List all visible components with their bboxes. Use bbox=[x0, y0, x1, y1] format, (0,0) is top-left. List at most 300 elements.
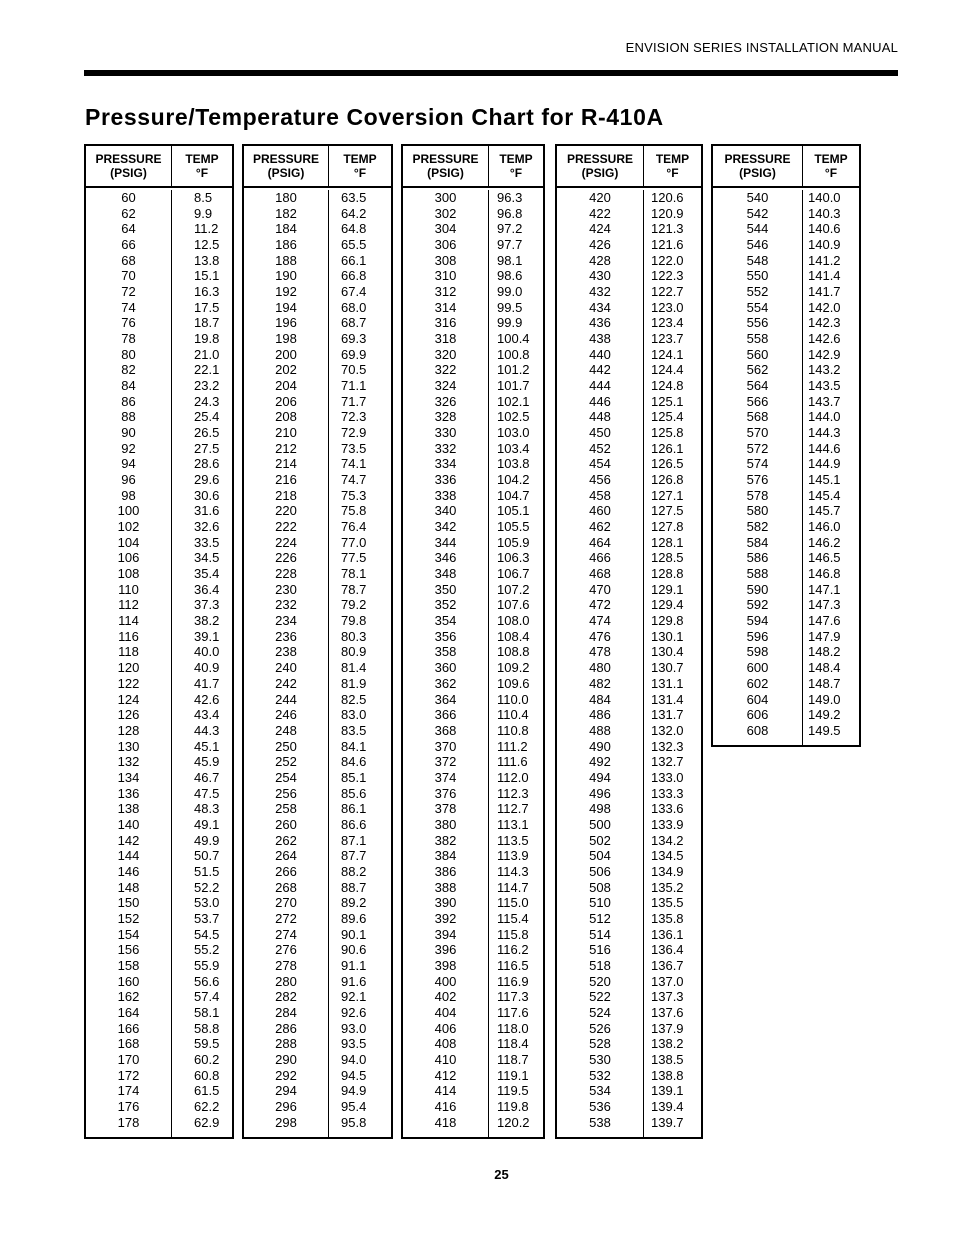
pressure-cell: 114 bbox=[118, 613, 139, 629]
pressure-cell: 472 bbox=[589, 597, 611, 613]
temp-cell: 139.1 bbox=[651, 1083, 684, 1099]
pressure-cell: 556 bbox=[746, 315, 769, 331]
pressure-cell: 138 bbox=[117, 801, 140, 817]
temp-cell: 73.5 bbox=[341, 440, 367, 456]
temp-cell: 147.9 bbox=[808, 628, 841, 644]
temp-cell: 111.2 bbox=[497, 738, 528, 754]
temp-cell: 27.5 bbox=[194, 440, 220, 456]
pressure-cell: 462 bbox=[589, 519, 611, 535]
pressure-cell: 524 bbox=[589, 1004, 611, 1020]
temp-cell: 89.6 bbox=[341, 910, 367, 926]
pressure-cell: 498 bbox=[589, 801, 611, 817]
temp-cell: 120.6 bbox=[651, 190, 684, 205]
temp-cell: 141.4 bbox=[808, 268, 841, 284]
pressure-cell: 408 bbox=[434, 1036, 457, 1052]
pressure-cell: 230 bbox=[275, 581, 297, 597]
temp-cell: 78.7 bbox=[341, 581, 367, 597]
temp-cell: 149.5 bbox=[808, 722, 841, 738]
pressure-cell: 356 bbox=[434, 628, 457, 644]
pressure-cell: 268 bbox=[275, 879, 297, 895]
pressure-cell: 530 bbox=[589, 1051, 611, 1067]
temp-cell: 110.0 bbox=[497, 691, 529, 707]
temp-cell: 130.1 bbox=[651, 628, 684, 644]
pressure-cell: 328 bbox=[434, 409, 457, 425]
pressure-cell: 522 bbox=[589, 989, 611, 1005]
temp-cell: 149.0 bbox=[808, 691, 841, 707]
pressure-cell: 480 bbox=[589, 660, 611, 676]
pressure-cell: 92 bbox=[121, 440, 136, 456]
pressure-cell: 468 bbox=[589, 566, 611, 582]
pressure-cell: 404 bbox=[434, 1004, 457, 1020]
pressure-cell: 410 bbox=[434, 1051, 457, 1067]
table-header bbox=[557, 146, 701, 188]
pressure-cell: 150 bbox=[117, 895, 140, 911]
pressure-cell: 442 bbox=[589, 362, 611, 378]
temp-cell: 100.4 bbox=[497, 331, 530, 347]
temp-cell: 91.6 bbox=[341, 973, 367, 989]
temp-cell: 149.2 bbox=[808, 707, 841, 723]
temp-cell: 54.5 bbox=[194, 926, 220, 942]
pressure-cell: 110 bbox=[118, 581, 139, 597]
temp-cell: 60.2 bbox=[194, 1051, 220, 1067]
temp-cell: 142.9 bbox=[808, 346, 841, 362]
temp-cell: 42.6 bbox=[194, 691, 220, 707]
pressure-cell: 492 bbox=[589, 754, 611, 770]
pressure-cell: 160 bbox=[117, 973, 140, 989]
temp-cell: 115.4 bbox=[497, 910, 529, 926]
temp-cell: 145.1 bbox=[808, 472, 841, 488]
temp-cell: 126.1 bbox=[651, 440, 684, 456]
temp-cell: 124.4 bbox=[651, 362, 684, 378]
temp-cell: 22.1 bbox=[194, 362, 220, 378]
temp-cell: 118.4 bbox=[497, 1036, 529, 1052]
pressure-cell: 250 bbox=[275, 738, 297, 754]
temp-cell: 33.5 bbox=[194, 534, 220, 550]
pressure-cell: 496 bbox=[589, 785, 611, 801]
temp-cell: 104.7 bbox=[497, 487, 530, 503]
temp-cell: 115.8 bbox=[497, 926, 529, 942]
temp-cell: 145.4 bbox=[808, 487, 841, 503]
pressure-cell: 304 bbox=[434, 221, 457, 237]
pressure-cell: 330 bbox=[434, 425, 457, 441]
temp-cell: 148.7 bbox=[808, 675, 841, 691]
temp-cell: 143.2 bbox=[808, 362, 841, 378]
pressure-cell: 204 bbox=[275, 378, 297, 394]
pressure-cell: 258 bbox=[275, 801, 297, 817]
temp-cell: 92.1 bbox=[341, 989, 367, 1005]
table-header bbox=[86, 146, 232, 188]
pressure-cell: 72 bbox=[121, 284, 136, 300]
pressure-cell: 272 bbox=[275, 910, 297, 926]
pressure-cell: 596 bbox=[746, 628, 769, 644]
pressure-cell: 402 bbox=[434, 989, 457, 1005]
temp-cell: 127.8 bbox=[651, 519, 684, 535]
pressure-cell: 506 bbox=[589, 863, 611, 879]
pressure-cell: 554 bbox=[746, 299, 769, 315]
pressure-cell: 484 bbox=[589, 691, 611, 707]
temp-cell: 99.0 bbox=[497, 284, 523, 300]
temp-cell: 147.3 bbox=[808, 597, 841, 613]
pressure-cell: 368 bbox=[434, 722, 457, 738]
temp-cell: 90.1 bbox=[341, 926, 367, 942]
page-title: Pressure/Temperature Coversion Chart for R-410A bbox=[85, 104, 664, 130]
pressure-cell: 96 bbox=[121, 472, 136, 488]
pressure-cell: 294 bbox=[275, 1083, 297, 1099]
temp-cell: 134.9 bbox=[651, 863, 684, 879]
temp-cell: 101.7 bbox=[497, 378, 530, 394]
temp-cell: 144.9 bbox=[808, 456, 841, 472]
temp-cell: 135.2 bbox=[651, 879, 684, 895]
temp-cell: 98.6 bbox=[497, 268, 523, 284]
pressure-cell: 104 bbox=[117, 534, 140, 550]
pressure-cell: 464 bbox=[589, 534, 611, 550]
temp-cell: 96.8 bbox=[497, 205, 523, 221]
page-number: 25 bbox=[494, 1167, 509, 1182]
pressure-cell: 608 bbox=[746, 722, 769, 738]
temp-cell: 75.8 bbox=[341, 503, 367, 519]
pressure-cell: 156 bbox=[117, 942, 140, 958]
temp-cell: 137.6 bbox=[651, 1004, 684, 1020]
temp-cell: 93.5 bbox=[341, 1036, 367, 1052]
pressure-cell: 198 bbox=[275, 331, 297, 347]
pressure-cell: 212 bbox=[275, 440, 297, 456]
pressure-cell: 186 bbox=[275, 237, 297, 253]
temp-cell: 144.3 bbox=[808, 425, 841, 441]
pressure-cell: 600 bbox=[746, 660, 769, 676]
pressure-header: PRESSURE (PSIG) bbox=[557, 146, 644, 186]
pressure-cell: 168 bbox=[117, 1036, 140, 1052]
temp-cell: 78.1 bbox=[341, 566, 367, 582]
pressure-cell: 360 bbox=[434, 660, 457, 676]
temp-cell: 49.1 bbox=[194, 816, 220, 832]
pressure-cell: 342 bbox=[434, 519, 457, 535]
temp-cell: 16.3 bbox=[194, 284, 220, 300]
temp-cell: 140.9 bbox=[808, 237, 841, 253]
temp-cell: 97.7 bbox=[497, 237, 523, 253]
pressure-cell: 210 bbox=[275, 425, 297, 441]
pressure-cell: 196 bbox=[275, 315, 297, 331]
temp-cell: 143.5 bbox=[808, 378, 841, 394]
temp-cell: 119.8 bbox=[497, 1098, 529, 1114]
pressure-cell: 136 bbox=[117, 785, 140, 801]
pressure-cell: 80 bbox=[121, 346, 136, 362]
pressure-cell: 296 bbox=[275, 1098, 297, 1114]
temp-cell: 113.9 bbox=[497, 848, 529, 864]
pressure-cell: 520 bbox=[589, 973, 611, 989]
temp-cell: 38.2 bbox=[194, 613, 220, 629]
temp-cell: 148.2 bbox=[808, 644, 841, 660]
pressure-cell: 102 bbox=[117, 519, 140, 535]
temp-cell: 124.8 bbox=[651, 378, 684, 394]
temp-cell: 18.7 bbox=[194, 315, 220, 331]
temp-cell: 30.6 bbox=[194, 487, 220, 503]
pressure-cell: 214 bbox=[275, 456, 297, 472]
pressure-cell: 452 bbox=[589, 440, 611, 456]
pressure-cell: 532 bbox=[589, 1067, 611, 1083]
pressure-cell: 392 bbox=[434, 910, 457, 926]
temp-cell: 8.5 bbox=[194, 190, 213, 205]
table-body bbox=[713, 188, 859, 745]
pressure-cell: 344 bbox=[434, 534, 457, 550]
pressure-cell: 270 bbox=[275, 895, 297, 911]
temp-cell: 146.2 bbox=[808, 534, 841, 550]
temp-cell: 58.8 bbox=[194, 1020, 220, 1036]
temp-cell: 146.0 bbox=[808, 519, 841, 535]
pressure-cell: 98 bbox=[121, 487, 136, 503]
temp-cell: 9.9 bbox=[194, 205, 213, 221]
temp-cell: 141.2 bbox=[808, 252, 841, 268]
pressure-column bbox=[403, 190, 489, 1137]
temp-cell: 17.5 bbox=[194, 299, 220, 315]
temp-cell: 122.3 bbox=[651, 268, 684, 284]
pressure-cell: 276 bbox=[275, 942, 297, 958]
pressure-cell: 584 bbox=[746, 534, 769, 550]
temp-cell: 112.0 bbox=[497, 769, 529, 785]
pressure-cell: 280 bbox=[275, 973, 297, 989]
temp-cell: 68.0 bbox=[341, 299, 367, 315]
pressure-cell: 438 bbox=[589, 331, 611, 347]
temp-cell: 120.2 bbox=[497, 1114, 530, 1130]
temp-cell: 120.9 bbox=[651, 205, 684, 221]
temp-cell: 138.8 bbox=[651, 1067, 684, 1083]
temp-cell: 28.6 bbox=[194, 456, 220, 472]
temp-cell: 96.3 bbox=[497, 190, 523, 205]
pressure-cell: 260 bbox=[275, 816, 297, 832]
temp-cell: 119.1 bbox=[497, 1067, 529, 1083]
pressure-cell: 240 bbox=[275, 660, 297, 676]
pressure-cell: 558 bbox=[746, 331, 769, 347]
temp-cell: 132.7 bbox=[651, 754, 684, 770]
pressure-cell: 416 bbox=[434, 1098, 457, 1114]
pressure-column bbox=[244, 190, 329, 1137]
temp-cell: 140.6 bbox=[808, 221, 841, 237]
temp-cell: 45.1 bbox=[194, 738, 220, 754]
pressure-cell: 446 bbox=[589, 393, 611, 409]
pressure-cell: 116 bbox=[118, 628, 139, 644]
pressure-cell: 222 bbox=[275, 519, 297, 535]
pressure-cell: 588 bbox=[746, 566, 769, 582]
pressure-cell: 316 bbox=[434, 315, 457, 331]
pressure-cell: 324 bbox=[434, 378, 457, 394]
pressure-cell: 78 bbox=[121, 331, 136, 347]
pressure-cell: 354 bbox=[434, 613, 457, 629]
temp-cell: 103.8 bbox=[497, 456, 530, 472]
temp-cell: 47.5 bbox=[194, 785, 220, 801]
temp-cell: 103.4 bbox=[497, 440, 530, 456]
pressure-cell: 568 bbox=[746, 409, 769, 425]
temp-cell: 60.8 bbox=[194, 1067, 220, 1083]
temp-cell: 36.4 bbox=[194, 581, 220, 597]
temp-cell: 19.8 bbox=[194, 331, 220, 347]
pressure-cell: 140 bbox=[117, 816, 140, 832]
temp-cell: 131.4 bbox=[651, 691, 684, 707]
pressure-cell: 144 bbox=[117, 848, 140, 864]
temp-column bbox=[644, 190, 701, 1137]
pressure-cell: 158 bbox=[117, 957, 140, 973]
pressure-cell: 456 bbox=[589, 472, 611, 488]
pressure-cell: 526 bbox=[589, 1020, 611, 1036]
pressure-cell: 534 bbox=[589, 1083, 611, 1099]
temp-cell: 106.3 bbox=[497, 550, 530, 566]
pressure-cell: 494 bbox=[589, 769, 611, 785]
pressure-cell: 146 bbox=[117, 863, 140, 879]
pressure-cell: 598 bbox=[746, 644, 769, 660]
temp-cell: 111.6 bbox=[497, 754, 528, 770]
temp-cell: 142.6 bbox=[808, 331, 841, 347]
temp-cell: 116.9 bbox=[497, 973, 529, 989]
temp-cell: 88.2 bbox=[341, 863, 367, 879]
pressure-cell: 120 bbox=[117, 660, 140, 676]
pressure-cell: 256 bbox=[275, 785, 297, 801]
temp-cell: 127.5 bbox=[651, 503, 684, 519]
temp-header: TEMP °F bbox=[655, 152, 690, 180]
pressure-cell: 248 bbox=[275, 722, 297, 738]
pressure-cell: 300 bbox=[434, 190, 457, 205]
pressure-cell: 406 bbox=[434, 1020, 457, 1036]
pressure-cell: 278 bbox=[275, 957, 297, 973]
pressure-cell: 216 bbox=[275, 472, 297, 488]
temp-cell: 134.2 bbox=[651, 832, 684, 848]
pressure-cell: 290 bbox=[275, 1051, 297, 1067]
pressure-cell: 348 bbox=[434, 566, 457, 582]
temp-cell: 121.3 bbox=[651, 221, 684, 237]
pressure-cell: 202 bbox=[275, 362, 297, 378]
temp-cell: 102.5 bbox=[497, 409, 530, 425]
pressure-cell: 134 bbox=[117, 769, 140, 785]
pressure-cell: 178 bbox=[117, 1114, 140, 1130]
temp-cell: 62.9 bbox=[194, 1114, 220, 1130]
pressure-cell: 164 bbox=[117, 1004, 140, 1020]
pressure-cell: 176 bbox=[117, 1098, 140, 1114]
temp-cell: 140.3 bbox=[808, 205, 841, 221]
temp-cell: 11.2 bbox=[194, 221, 219, 237]
pressure-cell: 62 bbox=[121, 205, 136, 221]
temp-cell: 107.6 bbox=[497, 597, 530, 613]
pressure-cell: 288 bbox=[275, 1036, 297, 1052]
pressure-cell: 454 bbox=[589, 456, 611, 472]
pressure-cell: 246 bbox=[275, 707, 297, 723]
pressure-cell: 362 bbox=[434, 675, 457, 691]
pressure-cell: 538 bbox=[589, 1114, 611, 1130]
temp-cell: 68.7 bbox=[341, 315, 367, 331]
temp-cell: 66.8 bbox=[341, 268, 367, 284]
temp-column bbox=[329, 190, 391, 1137]
pressure-cell: 244 bbox=[275, 691, 297, 707]
table-body bbox=[244, 188, 391, 1137]
temp-cell: 147.1 bbox=[808, 581, 841, 597]
pressure-cell: 166 bbox=[117, 1020, 140, 1036]
pressure-cell: 126 bbox=[117, 707, 140, 723]
temp-cell: 95.8 bbox=[341, 1114, 367, 1130]
temp-cell: 56.6 bbox=[194, 973, 220, 989]
temp-cell: 67.4 bbox=[341, 284, 367, 300]
pressure-cell: 124 bbox=[117, 691, 140, 707]
pressure-cell: 540 bbox=[746, 190, 769, 205]
pressure-cell: 412 bbox=[434, 1067, 457, 1083]
temp-cell: 110.8 bbox=[497, 722, 529, 738]
pressure-cell: 206 bbox=[275, 393, 297, 409]
table-header bbox=[403, 146, 543, 188]
pressure-cell: 174 bbox=[117, 1083, 140, 1099]
temp-cell: 108.0 bbox=[497, 613, 530, 629]
temp-cell: 137.9 bbox=[651, 1020, 684, 1036]
pressure-cell: 448 bbox=[589, 409, 611, 425]
temp-cell: 145.7 bbox=[808, 503, 841, 519]
temp-cell: 75.3 bbox=[341, 487, 367, 503]
pressure-cell: 564 bbox=[746, 378, 769, 394]
pressure-cell: 152 bbox=[117, 910, 140, 926]
temp-cell: 118.7 bbox=[497, 1051, 529, 1067]
temp-cell: 108.4 bbox=[497, 628, 530, 644]
pressure-cell: 232 bbox=[275, 597, 297, 613]
temp-cell: 51.5 bbox=[194, 863, 220, 879]
pressure-cell: 422 bbox=[589, 205, 611, 221]
temp-cell: 65.5 bbox=[341, 237, 367, 253]
temp-cell: 50.7 bbox=[194, 848, 220, 864]
temp-cell: 107.2 bbox=[497, 581, 530, 597]
pressure-cell: 592 bbox=[746, 597, 769, 613]
temp-cell: 105.1 bbox=[497, 503, 530, 519]
pressure-cell: 64 bbox=[121, 221, 136, 237]
temp-cell: 39.1 bbox=[194, 628, 220, 644]
pressure-cell: 578 bbox=[746, 487, 769, 503]
pressure-cell: 180 bbox=[275, 190, 297, 205]
temp-cell: 86.1 bbox=[341, 801, 367, 817]
pressure-cell: 94 bbox=[121, 456, 136, 472]
pressure-cell: 450 bbox=[589, 425, 611, 441]
temp-cell: 43.4 bbox=[194, 707, 220, 723]
temp-cell: 115.0 bbox=[497, 895, 529, 911]
pressure-cell: 228 bbox=[275, 566, 297, 582]
pressure-cell: 84 bbox=[121, 378, 136, 394]
temp-cell: 136.7 bbox=[651, 957, 684, 973]
temp-cell: 29.6 bbox=[194, 472, 220, 488]
pressure-cell: 86 bbox=[121, 393, 136, 409]
temp-cell: 89.2 bbox=[341, 895, 367, 911]
pressure-cell: 432 bbox=[589, 284, 611, 300]
pressure-cell: 482 bbox=[589, 675, 611, 691]
pressure-cell: 444 bbox=[589, 378, 611, 394]
temp-cell: 55.9 bbox=[194, 957, 220, 973]
pressure-column bbox=[86, 190, 172, 1137]
pressure-header: PRESSURE (PSIG) bbox=[713, 146, 803, 186]
pressure-cell: 542 bbox=[746, 205, 769, 221]
temp-cell: 26.5 bbox=[194, 425, 220, 441]
pressure-cell: 118 bbox=[118, 644, 139, 660]
pressure-cell: 266 bbox=[275, 863, 297, 879]
temp-cell: 81.4 bbox=[341, 660, 367, 676]
pressure-cell: 372 bbox=[434, 754, 457, 770]
pressure-cell: 580 bbox=[746, 503, 769, 519]
pressure-cell: 208 bbox=[275, 409, 297, 425]
temp-cell: 74.1 bbox=[341, 456, 367, 472]
pressure-cell: 436 bbox=[589, 315, 611, 331]
temp-cell: 100.8 bbox=[497, 346, 530, 362]
temp-cell: 117.6 bbox=[497, 1004, 529, 1020]
pressure-cell: 476 bbox=[589, 628, 611, 644]
pressure-cell: 220 bbox=[275, 503, 297, 519]
temp-cell: 114.3 bbox=[497, 863, 529, 879]
pressure-cell: 470 bbox=[589, 581, 611, 597]
temp-cell: 83.0 bbox=[341, 707, 367, 723]
temp-cell: 94.0 bbox=[341, 1051, 367, 1067]
pressure-cell: 478 bbox=[589, 644, 611, 660]
pressure-cell: 466 bbox=[589, 550, 611, 566]
pressure-cell: 424 bbox=[589, 221, 611, 237]
temp-cell: 69.9 bbox=[341, 346, 367, 362]
temp-column bbox=[803, 190, 859, 745]
pressure-cell: 512 bbox=[589, 910, 611, 926]
